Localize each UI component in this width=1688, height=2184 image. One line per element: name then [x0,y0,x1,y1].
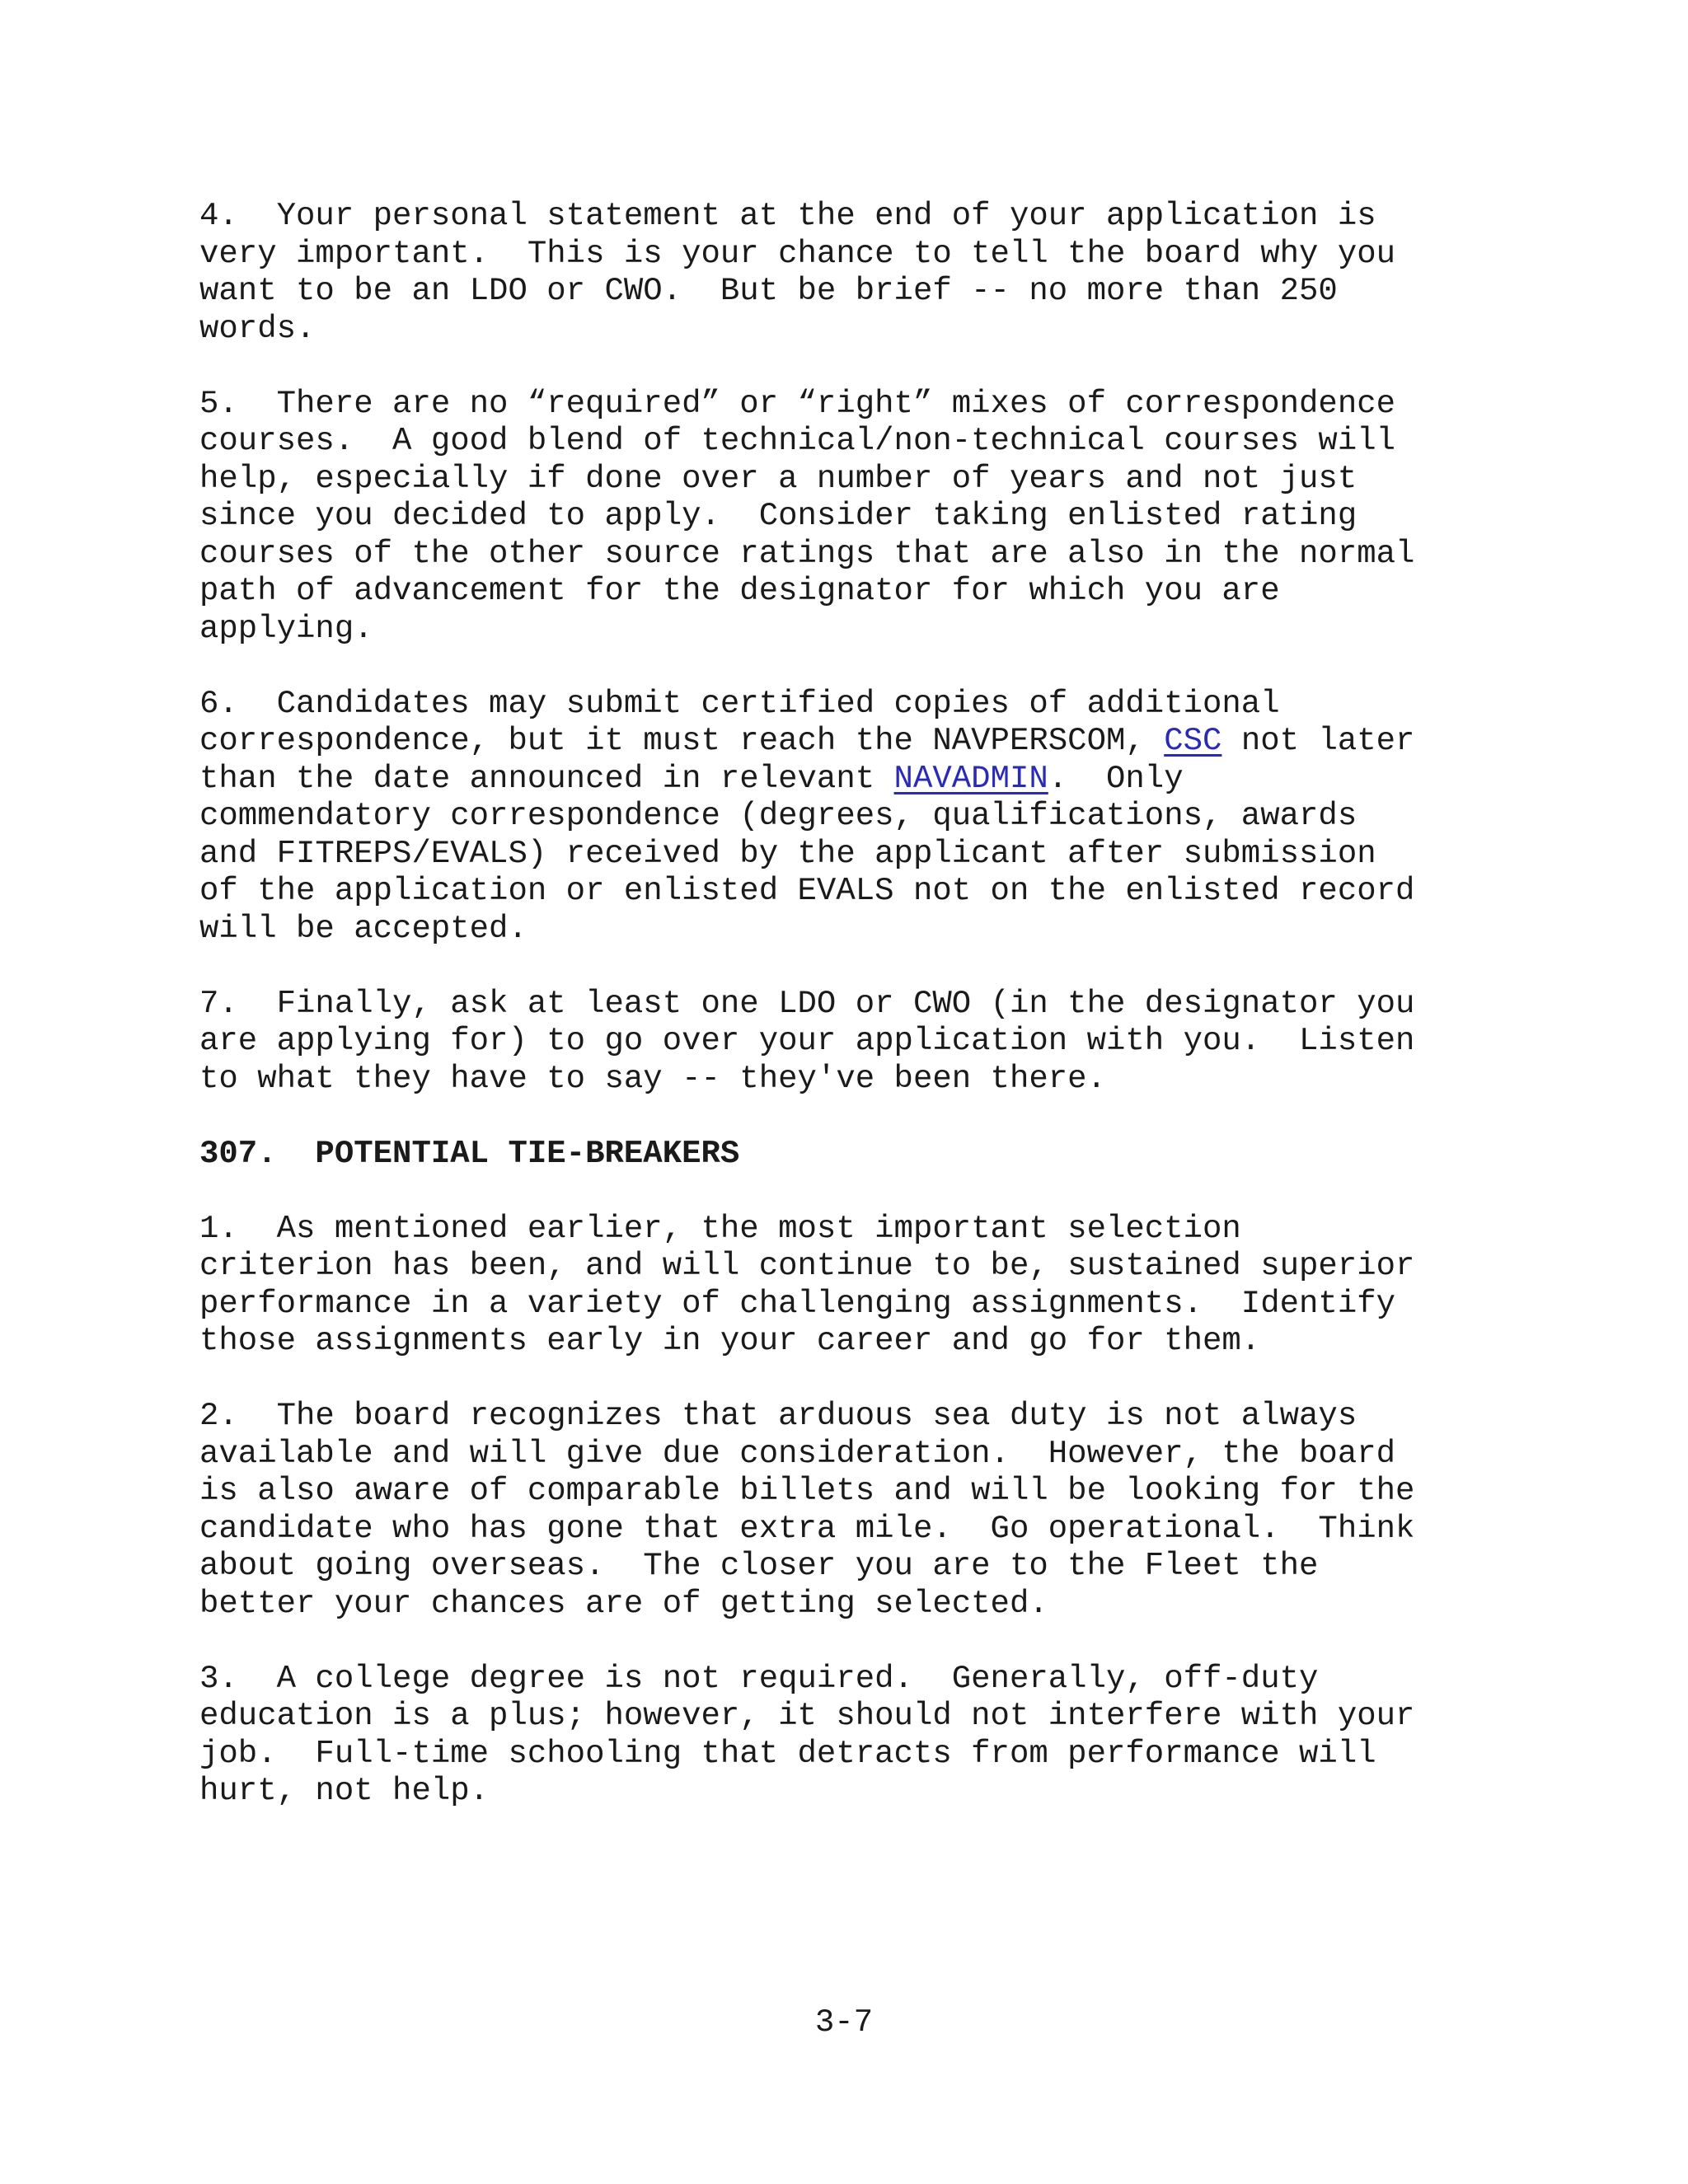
text-line: criterion has been, and will continue to be, sustained superior [199,1248,1415,1284]
text-line-with-link [199,723,1485,761]
navadmin-link[interactable]: NAVADMIN [893,760,1048,797]
text-line: is also aware of comparable billets and will be looking for the [199,1473,1415,1509]
text-line: courses. A good blend of technical/non-technical courses will [199,423,1396,459]
text-line: education is a plus; however, it should not interfere with your [199,1698,1415,1734]
text-segment: than the date announced in relevant [199,760,894,797]
text-line: candidate who has gone that extra mile. Go operational. Think [199,1510,1415,1547]
text-line: 7. Finally, ask at least one LDO or CWO (in the designator you [199,985,1415,1022]
text-line: 2. The board recognizes that arduous sea duty is not always [199,1398,1357,1434]
text-line: 4. Your personal statement at the end of your application is [199,198,1376,234]
text-segment: correspondence, but it must reach the NAVPERSCOM, [199,723,1165,759]
text-line: help, especially if done over a number of years and not just [199,460,1357,497]
text-line: 6. Candidates may submit certified copies of additional [199,685,1280,722]
text-line: those assignments early in your career and go for them. [199,1323,1261,1359]
text-line: of the application or enlisted EVALS not on the enlisted record [199,873,1415,909]
text-segment: not later [1221,723,1415,759]
document-body [199,198,1485,1848]
text-line: and FITREPS/EVALS) received by the applicant after submission [199,835,1376,872]
page-number: 3-7 [814,2004,874,2041]
text-line: words. [199,310,316,347]
paragraph-4 [199,198,1485,348]
section-heading: 307. POTENTIAL TIE-BREAKERS [199,1135,740,1172]
text-line: 5. There are no “required” or “right” mixes of correspondence [199,385,1396,422]
text-line: applying. [199,610,373,647]
text-line: very important. This is your chance to tell the board why you [199,235,1396,272]
section-307-paragraph-2 [199,1398,1485,1623]
text-line: want to be an LDO or CWO. But be brief -- no more than 250 [199,273,1338,309]
text-line: hurt, not help. [199,1773,490,1809]
text-line: about going overseas. The closer you are to the Fleet the [199,1548,1319,1584]
text-line: are applying for) to go over your application with you. Listen [199,1023,1415,1059]
paragraph-5 [199,386,1485,649]
section-307-paragraph-1 [199,1211,1485,1361]
text-line: better your chances are of getting selected. [199,1585,1048,1622]
paragraph-7 [199,986,1485,1099]
text-line: 3. A college degree is not required. Generally, off-duty [199,1660,1319,1697]
text-line: courses of the other source ratings that are also in the normal [199,535,1415,572]
text-line: available and will give due consideration. However, the board [199,1435,1396,1472]
text-line: will be accepted. [199,910,528,947]
text-line: 1. As mentioned earlier, the most important selection [199,1210,1241,1247]
text-line: to what they have to say -- they've been there. [199,1060,1106,1097]
csc-link[interactable]: CSC [1164,723,1222,759]
text-line: commendatory correspondence (degrees, qualifications, awards [199,798,1357,834]
text-line: since you decided to apply. Consider taking enlisted rating [199,498,1357,534]
text-line: performance in a variety of challenging assignments. Identify [199,1285,1396,1322]
text-segment: . Only [1048,760,1184,797]
paragraph-6 [199,686,1485,949]
text-line: job. Full-time schooling that detracts from performance will [199,1735,1376,1772]
text-line-with-link [199,761,1485,799]
section-307-paragraph-3 [199,1661,1485,1811]
text-line: path of advancement for the designator for which you are [199,573,1280,609]
